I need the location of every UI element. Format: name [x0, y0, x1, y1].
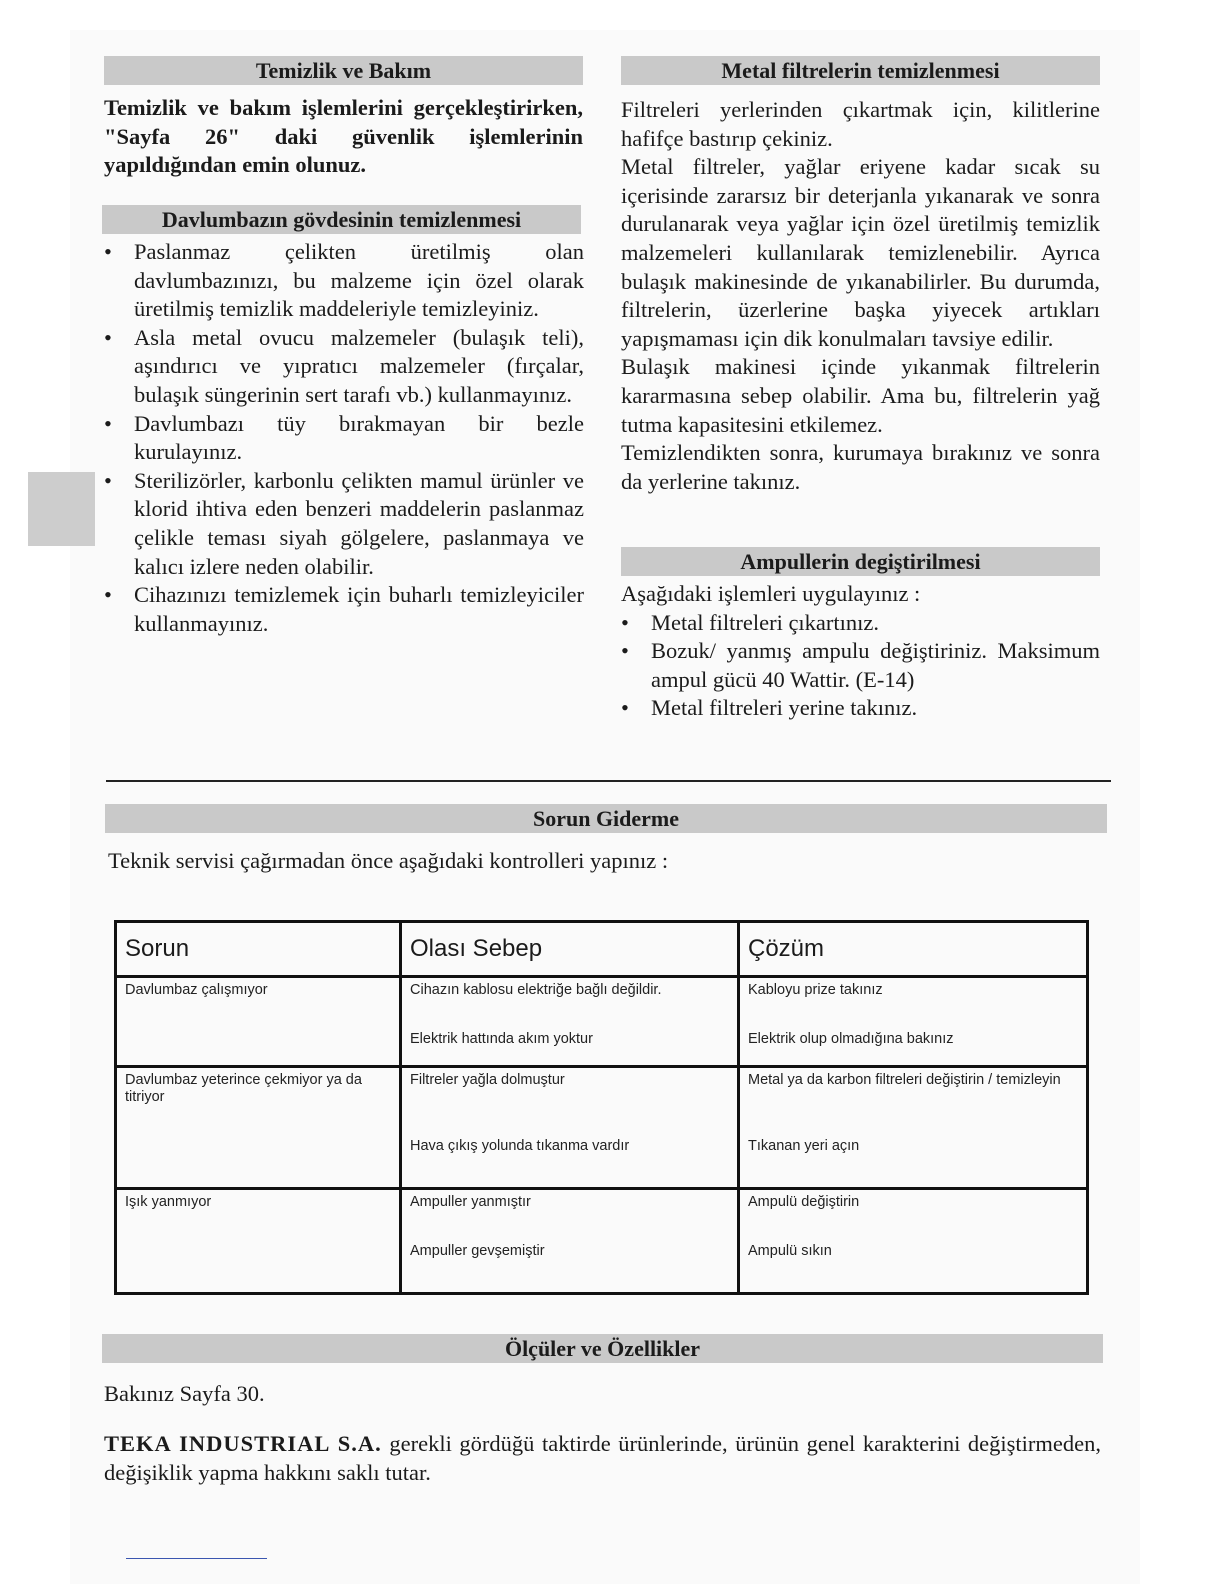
- problem-cell: [116, 1067, 401, 1189]
- problem-text: Davlumbaz yeterince çekmiyor ya da titriyor: [125, 1072, 362, 1105]
- disclaimer: [104, 1430, 1101, 1487]
- column-header: Olası Sebep: [401, 922, 739, 977]
- troubleshooting-table: [114, 920, 1089, 1295]
- list-item: • Asla metal ovucu malzemeler (bulaşık teli), aşındırıcı ve yıpratıcı malzemeler (fırçalar, bulaşık süngerinin sert tarafı vb.) kullanmayınız.: [104, 324, 584, 410]
- list-item: • Metal filtreleri yerine takınız.: [621, 694, 1100, 723]
- cleaning-intro: Temizlik ve bakım işlemlerini gerçekleştirirken, "Sayfa 26" daki güvenlik işlemlerinin yapıldığından emin olunuz.: [104, 95, 583, 178]
- bulbs-intro: Aşağıdaki işlemleri uygulayınız :: [621, 581, 921, 606]
- footer-underline: [126, 1558, 267, 1559]
- list-item: • Davlumbazı tüy bırakmayan bir bezle kurulayınız.: [104, 410, 584, 467]
- body-cleaning-heading: Davlumbazın gövdesinin temizlenmesi: [102, 205, 581, 234]
- section-tab-marker: [28, 472, 95, 546]
- column-header: Sorun: [116, 922, 401, 977]
- troubleshooting-intro: Teknik servisi çağırmadan önce aşağıdaki kontrolleri yapınız :: [108, 848, 669, 873]
- disclaimer-text: gerekli gördüğü taktirde ürünlerinde, ürünün genel karakterini değiştirmeden, değişiklik yapma hakkını saklı tutar.: [104, 1431, 1102, 1485]
- list-item: • Bozuk/ yanmış ampulu değiştiriniz. Maksimum ampul gücü 40 Wattir. (E-14): [621, 637, 1100, 694]
- table-row: [116, 1189, 1088, 1294]
- list-item: • Sterilizörler, karbonlu çelikten mamul ürünler ve klorid ihtiva eden benzeri maddelerin paslanmaz çelikle teması siyah gölgelere, paslanmaya ve kalıcı izlere neden olabilir.: [104, 467, 584, 581]
- cause-text: Ampuller gevşemiştir: [410, 1243, 545, 1259]
- list-item: • Metal filtreleri çıkartınız.: [621, 609, 1100, 638]
- solution-cell: [739, 1067, 1088, 1189]
- table-header-row: [116, 922, 1088, 977]
- cause-text: Hava çıkış yolunda tıkanma vardır: [410, 1138, 630, 1154]
- problem-cell: [116, 1189, 401, 1294]
- paragraph: Filtreleri yerlerinden çıkartmak için, kilitlerine hafifçe bastırıp çekiniz.: [621, 97, 1100, 151]
- solution-text: Elektrik olup olmadığına bakınız: [748, 1031, 954, 1047]
- cause-text: Ampuller yanmıştır: [410, 1194, 531, 1210]
- list-item: • Cihazınızı temizlemek için buharlı temizleyiciler kullanmayınız.: [104, 581, 584, 638]
- problem-cell: [116, 977, 401, 1067]
- bulbs-heading: Ampullerin degiştirilmesi: [621, 547, 1100, 576]
- body-cleaning-list: [104, 238, 584, 638]
- table-row: [116, 977, 1088, 1067]
- solution-text: Metal ya da karbon filtreleri değiştirin / temizleyin: [748, 1072, 1061, 1088]
- cause-text: Elektrik hattında akım yoktur: [410, 1031, 593, 1047]
- table-row: [116, 1067, 1088, 1189]
- paragraph: Metal filtreler, yağlar eriyene kadar sıcak su içerisinde zararsız bir deterjanla yıkanarak ve sonra durulanarak veya yağlar için özel üretilmiş temizlik malzemeleri kullanılarak temizlenebilir. Ayrıca bulaşık makinesinde de yıkanabilirler. Bu durumda, filtrelerin, üzerlerine başka yiyecek artıkları yapışmaması için dik konulmaları tavsiye edilir.: [621, 154, 1100, 351]
- cleaning-heading: Temizlik ve Bakım: [104, 56, 583, 85]
- solution-text: Kabloyu prize takınız: [748, 982, 883, 998]
- solution-cell: [739, 1189, 1088, 1294]
- filters-text: [621, 96, 1100, 496]
- dimensions-heading: Ölçüler ve Özellikler: [102, 1334, 1103, 1363]
- list-item: • Paslanmaz çelikten üretilmiş olan davlumbazınızı, bu malzeme için özel olarak üretilmiş temizlik maddeleriyle temizleyiniz.: [104, 238, 584, 324]
- paragraph: Bulaşık makinesi içinde yıkanmak filtrelerin kararmasına sebep olabilir. Ama bu, filtrelerin yağ tutma kapasitesini etkilemez.: [621, 354, 1100, 437]
- troubleshooting-heading: Sorun Giderme: [105, 804, 1107, 833]
- see-page-note: Bakınız Sayfa 30.: [104, 1381, 265, 1406]
- section-divider: [106, 780, 1111, 782]
- cause-text: Cihazın kablosu elektriğe bağlı değildir.: [410, 982, 662, 998]
- paragraph: Temizlendikten sonra, kurumaya bırakınız ve sonra da yerlerine takınız.: [621, 440, 1100, 494]
- filters-heading: Metal filtrelerin temizlenmesi: [621, 56, 1100, 85]
- bulbs-text: [621, 580, 1100, 723]
- company-name: TEKA INDUSTRIAL S.A.: [104, 1431, 382, 1456]
- column-header: Çözüm: [739, 922, 1088, 977]
- solution-text: Ampulü değiştirin: [748, 1194, 860, 1210]
- cause-cell: [401, 1067, 739, 1189]
- cause-cell: [401, 1189, 739, 1294]
- problem-text: Davlumbaz çalışmıyor: [125, 982, 268, 998]
- problem-text: Işık yanmıyor: [125, 1194, 212, 1210]
- cause-cell: [401, 977, 739, 1067]
- cause-text: Filtreler yağla dolmuştur: [410, 1072, 565, 1088]
- solution-text: Ampulü sıkın: [748, 1243, 832, 1259]
- solution-text: Tıkanan yeri açın: [748, 1138, 860, 1154]
- solution-cell: [739, 977, 1088, 1067]
